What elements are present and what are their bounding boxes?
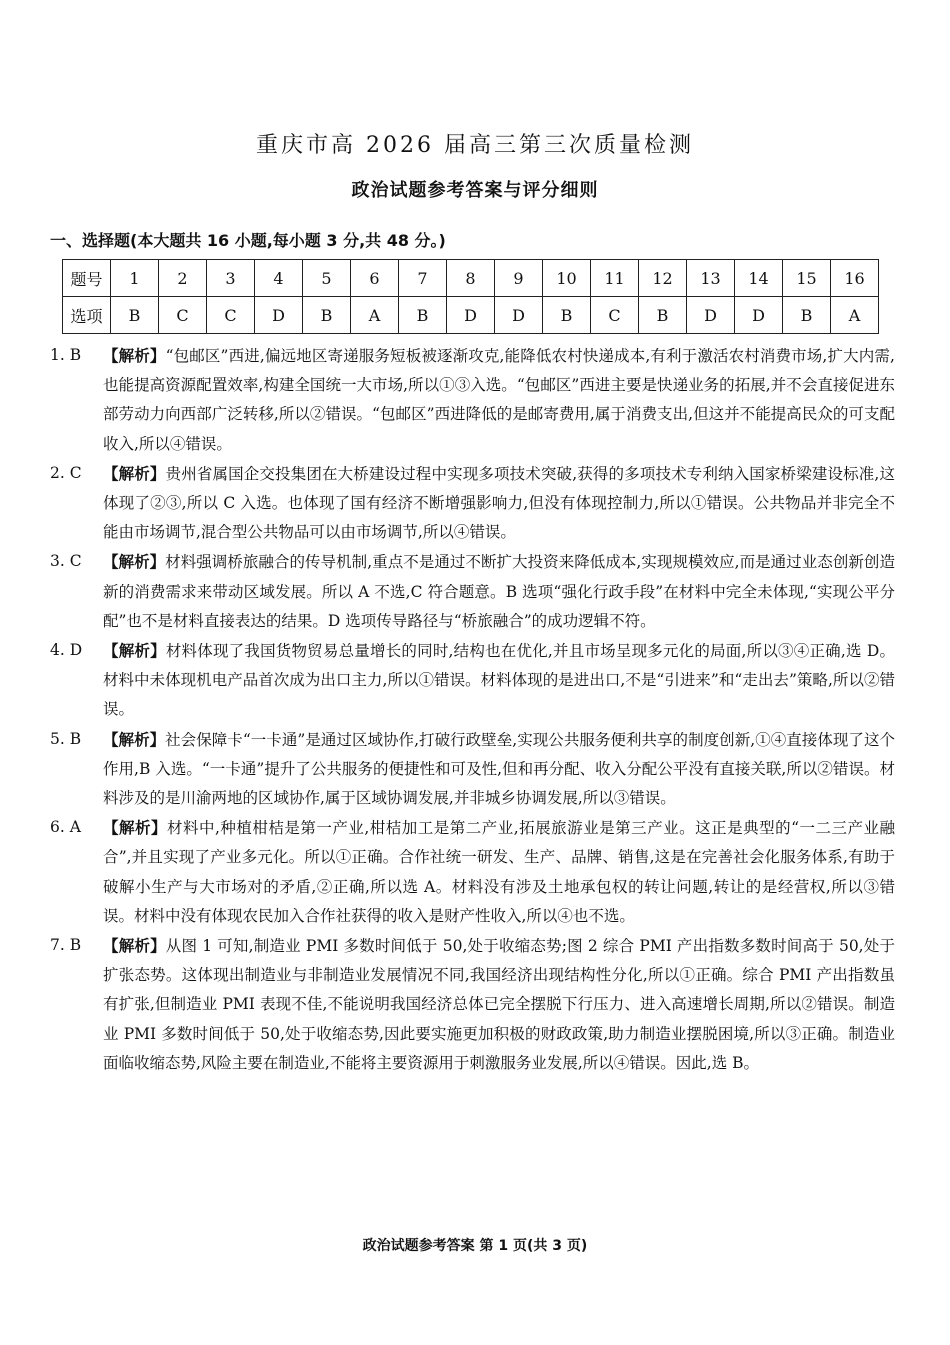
question-number-cell: 11	[591, 260, 639, 297]
question-number-cell: 10	[543, 260, 591, 297]
answer-cell: B	[639, 297, 687, 334]
question-number-cell: 5	[303, 260, 351, 297]
explanation-item	[50, 931, 895, 1078]
explanation-list	[50, 341, 895, 1078]
question-number-cell: 3	[207, 260, 255, 297]
document-title: 重庆市高 2026 届高三第三次质量检测	[256, 133, 694, 158]
answer-cell: B	[303, 297, 351, 334]
item-tag: 【解析】	[103, 936, 166, 956]
question-number-cell: 12	[639, 260, 687, 297]
answer-cell: B	[111, 297, 159, 334]
item-text: “包邮区”西进,偏远地区寄递服务短板被逐渐攻克,能降低农村快递成本,有利于激活农村消费市场,扩大内需,也能提高资源配置效率,构建全国统一大市场,所以①③入选。“包邮区”西进主要是快递业务的拓展,并不会直接促进东部劳动力向西部广泛转移,所以②错误。“包邮区”西进降低的是邮寄费用,属于消费支出,但这并不能提高民众的可支配收入,所以④错误。	[103, 347, 895, 453]
answer-cell: D	[447, 297, 495, 334]
page-footer: 政治试题参考答案 第 1 页(共 3 页)	[362, 1238, 588, 1254]
answer-cell: A	[831, 297, 879, 334]
answer-cell: B	[543, 297, 591, 334]
explanation-item	[50, 547, 895, 636]
item-text: 材料强调桥旅融合的传导机制,重点不是通过不断扩大投资来降低成本,实现规模效应,而是通过业态创新创造新的消费需求来带动区域发展。所以 A 不选,C 符合题意。B 选项“强化行政手段”在材料中完全未体现,“实现公平分配”也不是材料直接表达的结果。D 选项传导路径与“桥旅融合”的成功逻辑不符。	[103, 553, 896, 630]
question-number-cell: 15	[783, 260, 831, 297]
question-number-cell: 16	[831, 260, 879, 297]
answer-cell: C	[207, 297, 255, 334]
item-text: 材料中,种植柑桔是第一产业,柑桔加工是第二产业,拓展旅游业是第三产业。这正是典型的“一二三产业融合”,并且实现了产业多元化。所以①正确。合作社统一研发、生产、品牌、销售,这是在完善社会化服务体系,有助于破解小生产与大市场对的矛盾,②正确,所以选 A。材料没有涉及土地承包权的转让问题,转让的是经营权,所以③错误。材料中没有体现农民加入合作社获得的收入是财产性收入,所以④也不选。	[103, 819, 895, 925]
explanation-item	[50, 725, 895, 814]
explanation-item	[50, 459, 895, 548]
item-number: 6. A	[50, 818, 81, 837]
question-number-cell: 1	[111, 260, 159, 297]
question-number-cell: 13	[687, 260, 735, 297]
answer-cell: D	[735, 297, 783, 334]
item-number: 1. B	[50, 346, 82, 364]
item-number: 7. B	[50, 936, 82, 955]
answer-cell: C	[591, 297, 639, 334]
item-number: 5. B	[50, 729, 82, 748]
answer-cell: D	[495, 297, 543, 334]
answer-table	[62, 259, 879, 334]
explanation-item	[50, 813, 895, 931]
row-label-number: 题号	[63, 260, 111, 297]
item-number: 4. D	[50, 641, 83, 660]
explanation-item	[50, 636, 895, 725]
row-label-answer: 选项	[63, 297, 111, 334]
answer-cell: B	[399, 297, 447, 334]
item-text: 材料体现了我国货物贸易总量增长的同时,结构也在优化,并且市场呈现多元化的局面,所以③④正确,选 D。材料中未体现机电产品首次成为出口主力,所以①错误。材料体现的是进出口,不是“引进来”和“走出去”策略,所以②错误。	[103, 642, 895, 719]
answer-cell: A	[351, 297, 399, 334]
item-tag: 【解析】	[103, 818, 167, 838]
explanation-item	[50, 341, 895, 459]
question-number-cell: 8	[447, 260, 495, 297]
item-tag: 【解析】	[103, 463, 166, 483]
answer-table-answer-row	[63, 297, 879, 334]
document-subtitle: 政治试题参考答案与评分细则	[351, 180, 599, 201]
item-number: 2. C	[50, 463, 82, 482]
item-tag: 【解析】	[103, 729, 166, 749]
item-text: 贵州省属国企交投集团在大桥建设过程中实现多项技术突破,获得的多项技术专利纳入国家桥梁建设标准,这体现了②③,所以 C 入选。也体现了国有经济不断增强影响力,但没有体现控制力,所以①错误。公共物品并非完全不能由市场调节,混合型公共物品可以由市场调节,所以④错误。	[103, 464, 895, 542]
item-tag: 【解析】	[103, 346, 166, 365]
question-number-cell: 7	[399, 260, 447, 297]
answer-cell: B	[783, 297, 831, 334]
answer-cell: C	[159, 297, 207, 334]
answer-cell: D	[255, 297, 303, 334]
item-number: 3. C	[50, 552, 82, 571]
item-tag: 【解析】	[103, 552, 166, 572]
question-number-cell: 9	[495, 260, 543, 297]
question-number-cell: 4	[255, 260, 303, 297]
answer-table-number-row	[63, 260, 879, 297]
item-tag: 【解析】	[103, 641, 166, 661]
question-number-cell: 2	[159, 260, 207, 297]
item-text: 从图 1 可知,制造业 PMI 多数时间低于 50,处于收缩态势;图 2 综合 PMI 产出指数多数时间高于 50,处于扩张态势。这体现出制造业与非制造业发展情况不同,我国经济出现结构性分化,所以①正确。综合 PMI 产出指数虽有扩张,但制造业 PMI 表现不佳,不能说明我国经济总体已完全摆脱下行压力、进入高速增长周期,所以②错误。制造业 PMI 多数时间低于 50,处于收缩态势,因此要实施更加积极的财政政策,助力制造业摆脱困境,所以③正确。制造业面临收缩态势,风险主要在制造业,不能将主要资源用于刺激服务业发展,所以④错误。因此,选 B。	[103, 937, 895, 1072]
item-text: 社会保障卡“一卡通”是通过区域协作,打破行政壁垒,实现公共服务便利共享的制度创新,①④直接体现了这个作用,B 入选。“一卡通”提升了公共服务的便捷性和可及性,但和再分配、收入分配公平没有直接关联,所以②错误。材料涉及的是川渝两地的区域协作,属于区域协调发展,并非城乡协调发展,所以③错误。	[103, 730, 895, 808]
question-number-cell: 6	[351, 260, 399, 297]
answer-cell: D	[687, 297, 735, 334]
section-heading: 一、选择题(本大题共 16 小题,每小题 3 分,共 48 分。)	[50, 231, 446, 250]
question-number-cell: 14	[735, 260, 783, 297]
